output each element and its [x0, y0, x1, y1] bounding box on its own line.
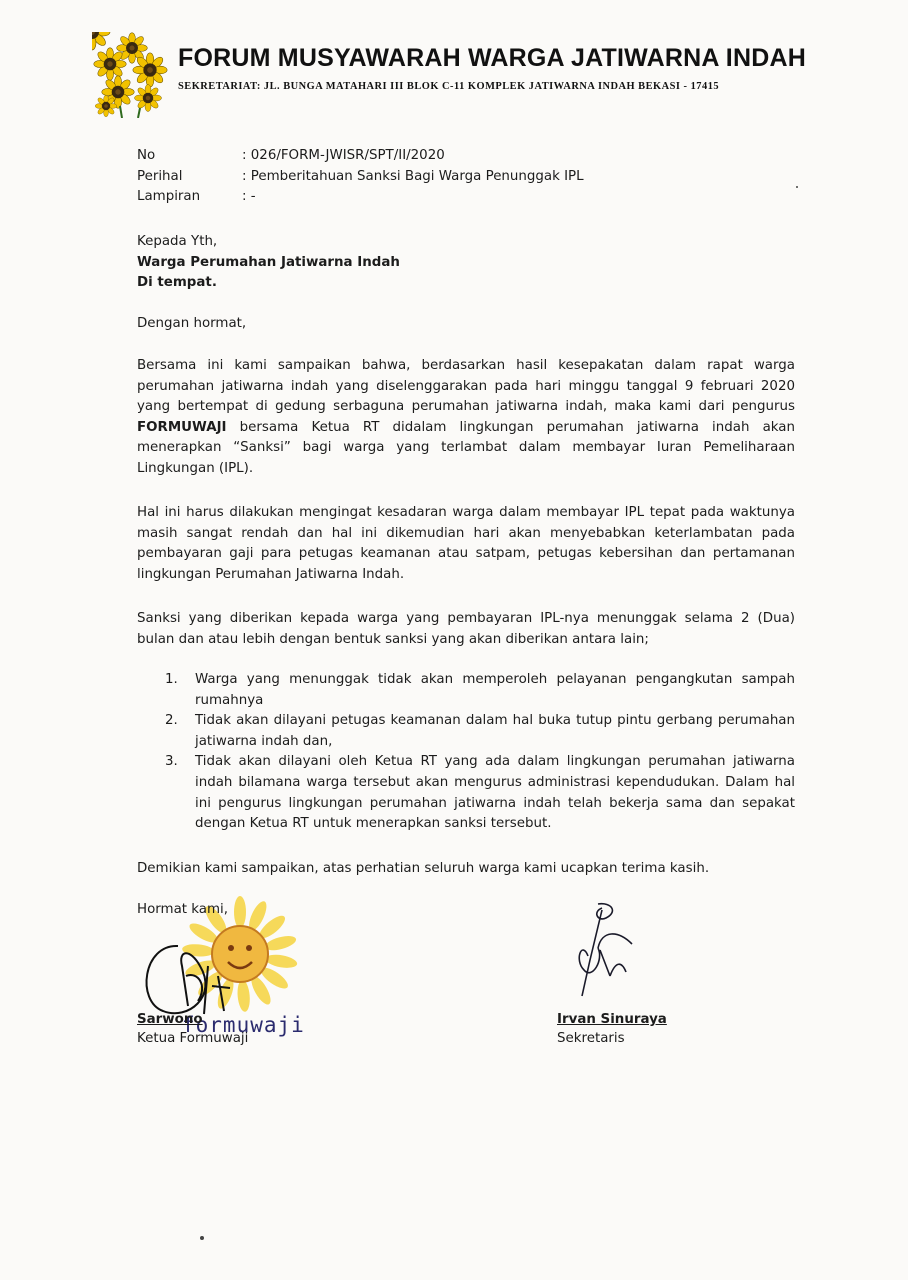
letter-meta [137, 146, 584, 208]
list-item-number: 1. [165, 672, 178, 687]
scan-speck [796, 186, 798, 188]
meta-no [137, 146, 584, 167]
stamp-text: formuwaji [182, 1013, 305, 1037]
meta-no-label: No [137, 148, 156, 163]
scan-speck [200, 1236, 204, 1240]
meta-lampiran [137, 187, 584, 208]
paragraph-1-org: FORMUWAJI [137, 419, 227, 435]
paragraph-4: Demikian kami sampaikan, atas perhatian seluruh warga kami ucapkan terima kasih. [137, 861, 710, 876]
signer-1-role: Ketua Formuwaji [137, 1031, 249, 1046]
recipient-line1: Kepada Yth, [137, 234, 218, 249]
meta-lampiran-value: : - [242, 187, 256, 208]
org-address: SEKRETARIAT: JL. BUNGA MATAHARI III BLOK C-11 KOMPLEK JATIWARNA INDAH BEKASI - 17415 [178, 81, 720, 92]
list-item-number: 3. [165, 754, 178, 770]
list-item [165, 752, 795, 834]
signature-1 [138, 926, 248, 1026]
org-name: FORUM MUSYAWARAH WARGA JATIWARNA INDAH [178, 44, 806, 72]
greeting: Dengan hormat, [137, 316, 247, 331]
list-item-text: Warga yang menunggak tidak akan memperoleh pelayanan pengangkutan sampah rumahnya [195, 672, 795, 708]
recipient-block [137, 232, 400, 294]
signer-2-role: Sekretaris [557, 1031, 625, 1046]
paragraph-1-text-b: bersama Ketua RT didalam lingkungan perumahan jatiwarna indah akan menerapkan “Sanksi” bagi warga yang terlambat dalam membayar Iuran Pemeliharaan Lingkungan (IPL). [137, 419, 795, 476]
meta-perihal-value: : Pemberitahuan Sanksi Bagi Warga Penunggak IPL [242, 167, 584, 188]
sanction-list [165, 670, 795, 835]
meta-no-value: : 026/FORM-JWISR/SPT/II/2020 [242, 146, 445, 167]
meta-perihal-label: Perihal [137, 168, 183, 184]
meta-perihal [137, 167, 584, 188]
paragraph-1-text-a: Bersama ini kami sampaikan bahwa, berdasarkan hasil kesepakatan dalam rapat warga perumahan jatiwarna indah yang diselenggarakan pada hari minggu tanggal 9 februari 2020 yang bertempat di gedung serbaguna perumahan jatiwarna indah, maka kami dari pengurus [137, 358, 795, 415]
list-item [165, 670, 795, 711]
recipient-line2: Warga Perumahan Jatiwarna Indah [137, 254, 400, 270]
list-item-number: 2. [165, 713, 178, 729]
sunflower-logo-icon [92, 32, 170, 118]
list-item [165, 711, 795, 752]
paragraph-3: Sanksi yang diberikan kepada warga yang pembayaran IPL-nya menunggak selama 2 (Dua) bulan dan atau lebih dengan bentuk sanksi yang akan diberikan antara lain; [137, 611, 795, 647]
recipient-line3: Di tempat. [137, 275, 217, 290]
meta-lampiran-label: Lampiran [137, 189, 201, 204]
signer-1-name: Sarwono [137, 1012, 203, 1027]
closing: Hormat kami, [137, 902, 229, 917]
list-item-text: Tidak akan dilayani petugas keamanan dalam hal buka tutup pintu gerbang perumahan jatiwarna indah dan, [195, 713, 795, 749]
signature-2 [562, 900, 644, 1014]
list-item-text: Tidak akan dilayani oleh Ketua RT yang ada dalam lingkungan perumahan jatiwarna indah bilamana warga tersebut akan mengurus administrasi kependudukan. Dalam hal ini pengurus lingkungan perumahan jatiwarna indah telah bekerja sama dan sepakat dengan Ketua RT untuk menerapkan sanksi tersebut. [195, 754, 795, 832]
paragraph-2: Hal ini harus dilakukan mengingat kesadaran warga dalam membayar IPL tepat pada waktunya masih sangat rendah dan hal ini dikemudian hari akan menyebabkan keterlambatan pada pembayaran gaji para petugas keamanan atau satpam, petugas kebersihan dan pertamanan lingkungan Perumahan Jatiwarna Indah. [137, 505, 795, 582]
signer-2-name: Irvan Sinuraya [557, 1012, 667, 1027]
paragraph-1 [137, 356, 795, 480]
